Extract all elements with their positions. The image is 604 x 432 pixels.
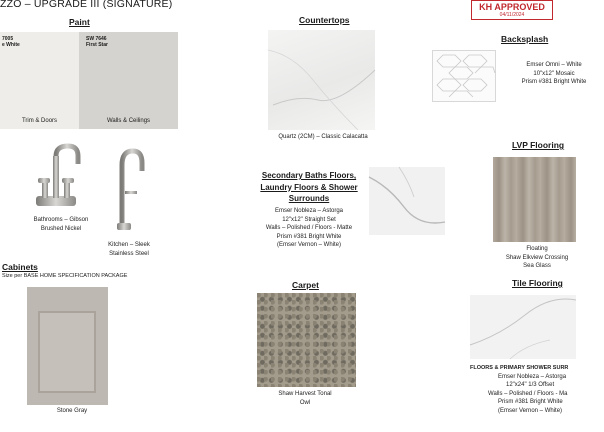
paint-swatch-walls <box>79 32 178 129</box>
paint-swatch-trim-caption: Trim & Doors <box>21 118 58 124</box>
mosaic-pattern <box>433 51 495 101</box>
caption-line: Kitchen – Sleek <box>108 242 150 248</box>
caption-line: Prism #381 Bright White <box>276 233 342 240</box>
carpet-heading: Carpet <box>292 280 319 290</box>
paint-swatch-walls-caption: Walls & Ceilings <box>106 118 151 124</box>
paint-swatch-walls-code: SW 7646 <box>86 36 107 42</box>
secondary-baths-tile-image <box>369 167 445 235</box>
tile-flooring-caption <box>470 364 600 415</box>
caption-line: Prism #381 Bright White <box>521 79 587 85</box>
bathroom-faucet-caption <box>22 216 100 233</box>
caption-line: (Emser Vernon – White) <box>498 407 563 414</box>
caption-line: FLOORS & PRIMARY SHOWER SURR <box>470 365 569 371</box>
heading-line: Surrounds <box>288 194 330 203</box>
carpet-caption <box>260 390 350 407</box>
kitchen-faucet-image <box>106 143 146 233</box>
caption-line: 10"x12" Mosaic <box>533 70 575 77</box>
caption-line: Bathrooms – Gibson <box>33 217 89 223</box>
heading-line: Laundry Floors & Shower <box>260 182 358 192</box>
caption-line: 12"x24" 1/3 Offset <box>506 382 555 388</box>
paint-heading: Paint <box>69 17 90 27</box>
countertop-image <box>268 30 375 130</box>
paint-swatch-trim-name: e White <box>2 42 20 48</box>
caption-line: Shaw Harvest Tonal <box>278 391 332 397</box>
heading-line: Secondary Baths Floors, <box>261 171 357 180</box>
caption-line: Brushed Nickel <box>40 225 82 232</box>
marble-veins <box>470 295 576 359</box>
stamp-text: KH APPROVED <box>479 2 545 12</box>
marble-veins <box>268 30 375 130</box>
tile-flooring-image <box>470 295 576 359</box>
caption-line: Shaw Elkview Crossing <box>505 254 569 261</box>
paint-swatch-trim <box>0 32 79 129</box>
paint-swatch-walls-name: First Star <box>86 42 108 48</box>
lvp-caption <box>487 245 587 271</box>
caption-line: Walls – Polished / Floors - Ma <box>488 390 568 397</box>
secondary-baths-caption <box>248 207 370 250</box>
secondary-baths-heading <box>254 170 364 205</box>
page-title: ZZO – UPGRADE III (SIGNATURE) <box>0 0 173 10</box>
tile-flooring-heading: Tile Flooring <box>512 278 563 288</box>
backsplash-image <box>432 50 496 102</box>
lvp-heading: LVP Flooring <box>512 140 565 150</box>
cabinets-note: Size per BASE HOME SPECIFICATION PACKAGE <box>2 273 128 279</box>
caption-line: Owl <box>299 399 311 406</box>
backsplash-heading: Backsplash <box>501 34 549 44</box>
caption-line: Emser Nobleza – Astorga <box>498 373 567 380</box>
marble-veins <box>369 167 445 235</box>
countertops-heading: Countertops <box>299 15 350 25</box>
caption-line: Sea Glass <box>523 263 551 269</box>
stamp-date: 04/11/2024 <box>499 12 525 18</box>
caption-line: Floating <box>526 246 548 252</box>
approval-stamp <box>471 0 553 20</box>
caption-line: 12"x12" Straight Set <box>282 216 336 223</box>
kitchen-faucet-caption <box>97 241 161 258</box>
paint-swatch-trim-code: 7005 <box>2 36 14 42</box>
bathroom-faucet-image <box>28 142 88 214</box>
carpet-sample-image <box>257 293 356 387</box>
caption-line: (Emser Vernon – White) <box>276 242 342 248</box>
countertops-caption: Quartz (2CM) – Classic Calacatta <box>278 134 368 140</box>
caption-line: Emser Nobleza – Astorga <box>274 208 344 214</box>
lvp-plank-image <box>493 157 576 242</box>
cabinet-door-panel <box>38 311 96 393</box>
caption-line: Prism #381 Bright White <box>498 399 563 405</box>
backsplash-caption <box>504 61 604 87</box>
caption-line: Stainless Steel <box>109 250 149 257</box>
caption-line: Walls – Polished / Floors - Matte <box>265 225 353 231</box>
cabinet-door-image <box>27 287 108 405</box>
cabinets-caption: Stone Gray <box>56 408 88 414</box>
caption-line: Emser Omni – White <box>526 62 582 68</box>
cabinets-heading: Cabinets <box>2 262 38 272</box>
